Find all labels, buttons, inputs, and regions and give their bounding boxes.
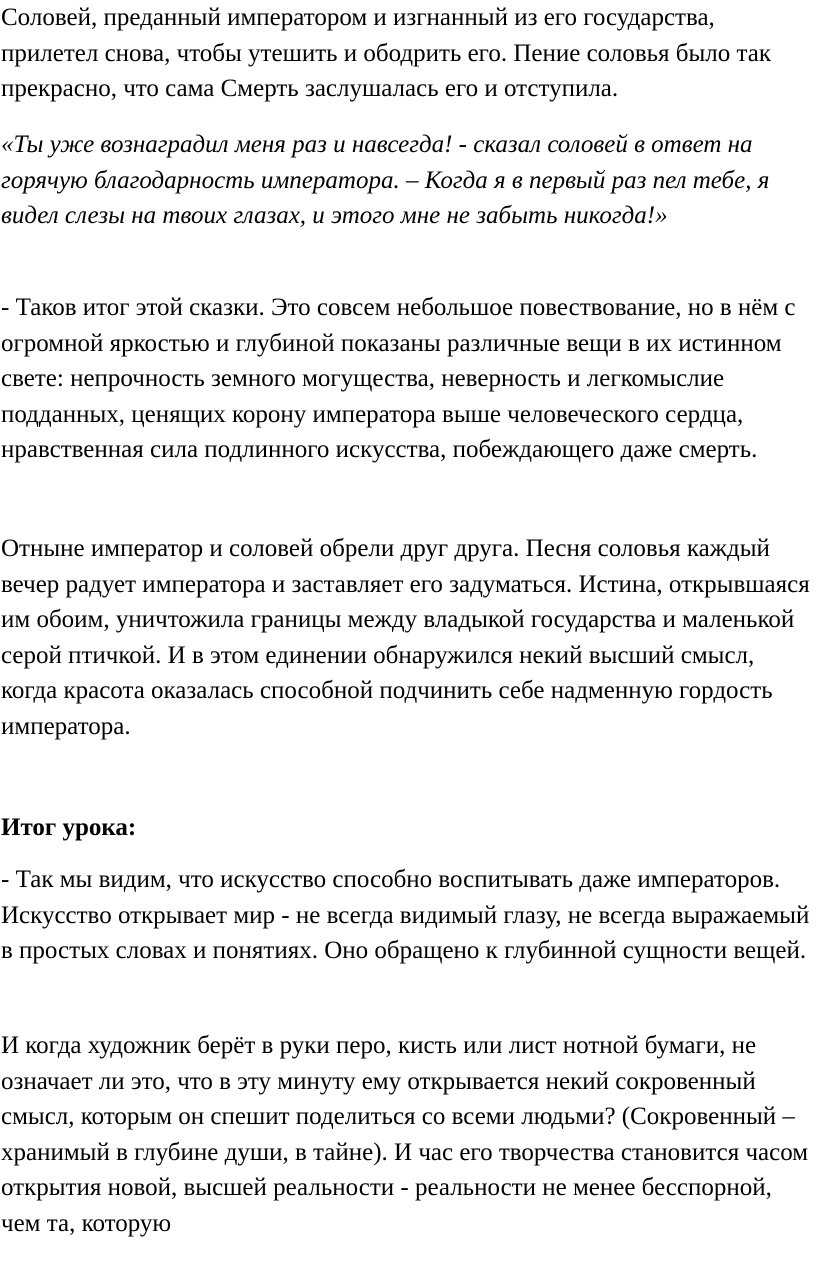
paragraph-nightingale-quote: «Ты уже вознаградил меня раз и навсегда! - сказал соловей в ответ на горячую благодарность императора. – Когда я в первый раз пел тебе, я видел слезы на твоих глазах, и этого мне не забыть никогда!» — [1, 131, 770, 230]
paragraph-tale-summary: - Таков итог этой сказки. Это совсем небольшое повествование, но в нём с огромной яркостью и глубиной показаны различные вещи в их истинном свете: непрочность земного могущества, неверность и легкомыслие подданных, ценящих корону императора выше человеческого сердца, нравственная сила подлинного искусства, побеждающего даже смерть. — [1, 294, 796, 464]
lesson-summary-heading: Итог урока: — [1, 814, 137, 841]
paragraph-art-educates: - Так мы видим, что искусство способно воспитывать даже императоров. Искусство открывает мир - не всегда видимый глазу, не всегда выражаемый в простых словах и понятиях. Оно обращено к глубинной сущности вещей. — [1, 866, 810, 965]
paragraph-emperor-and-nightingale: Отныне император и соловей обрели друг друга. Песня соловья каждый вечер радует императора и заставляет его задуматься. Истина, открывшаяся им обоим, уничтожила границы между владыкой государства и маленькой серой птичкой. И в этом единении обнаружился некий высший смысл, когда красота оказалась способной подчинить себе надменную гордость императора. — [1, 535, 810, 740]
paragraph-nightingale-return: Соловей, преданный императором и изгнанный из его государства, прилетел снова, чтобы утешить и ободрить его. Пение соловья было так прекрасно, что сама Смерть заслушалась его и отступила. — [1, 4, 771, 103]
paragraph-artist-creation: И когда художник берёт в руки перо, кисть или лист нотной бумаги, не означает ли это, что в эту минуту ему открывается некий сокровенный смысл, которым он спешит поделиться со всеми людьми? (Сокровенный – хранимый в глубине души, в тайне). И час его творчества становится часом открытия новой, высшей реальности - реальности не менее бесспорной, чем та, которую — [1, 1032, 809, 1237]
